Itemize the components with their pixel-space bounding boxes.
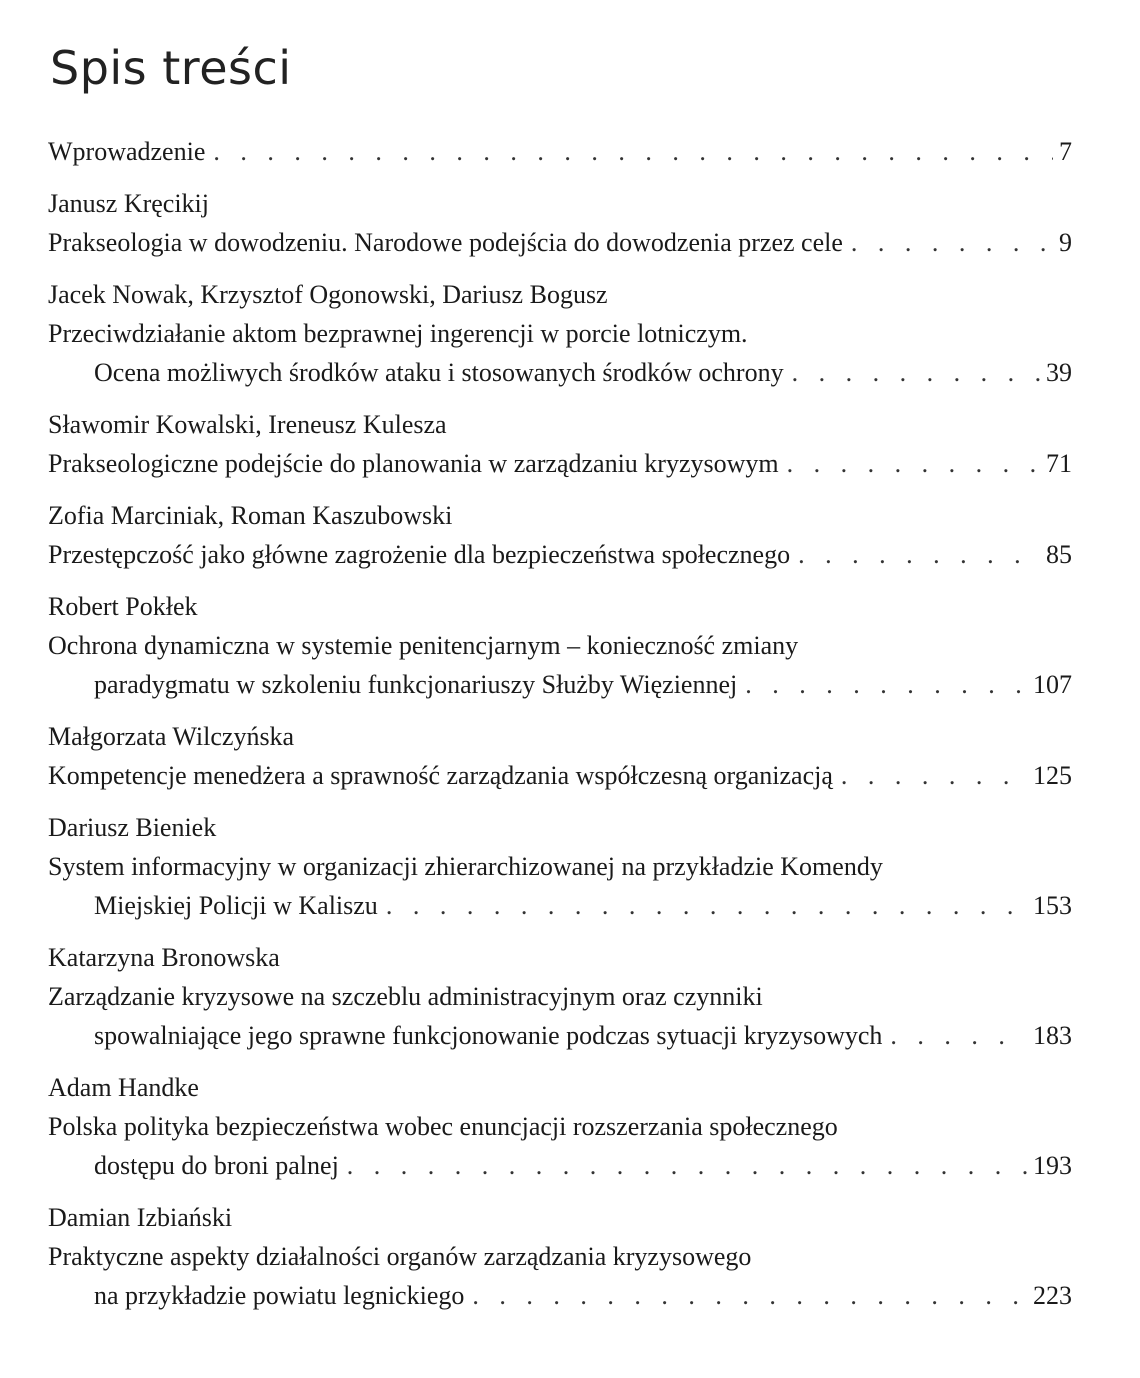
- entry-title-text: Kompetencje menedżera a sprawność zarządzania współczesną organizacją: [48, 761, 833, 790]
- dot-leader: [745, 665, 1027, 704]
- entry-page-number: 125: [1033, 761, 1072, 790]
- entry-authors: Jacek Nowak, Krzysztof Ogonowski, Dariusz Bogusz: [48, 280, 608, 309]
- entry-page-number: 107: [1033, 670, 1072, 699]
- toc-entry: [48, 184, 1072, 262]
- entry-page-number: 7: [1059, 137, 1072, 166]
- entry-title-text: Praktyczne aspekty działalności organów zarządzania kryzysowego: [48, 1242, 752, 1271]
- toc-entry: [48, 808, 1072, 925]
- entry-authors: Małgorzata Wilczyńska: [48, 722, 295, 751]
- toc-list: [48, 132, 1072, 1315]
- entry-title-line: [48, 1237, 1072, 1276]
- entry-title-text: System informacyjny w organizacji zhierarchizowanej na przykładzie Komendy: [48, 852, 883, 881]
- entry-authors: Adam Handke: [48, 1073, 199, 1102]
- entry-title-text: Ocena możliwych środków ataku i stosowanych środków ochrony: [94, 358, 784, 387]
- entry-title-text: Wprowadzenie: [48, 137, 206, 166]
- entry-title-text: Przeciwdziałanie aktom bezprawnej ingerencji w porcie lotniczym.: [48, 319, 748, 348]
- entry-title-final-line: [48, 665, 1072, 704]
- dot-leader: [841, 756, 1027, 795]
- dot-leader: [890, 1016, 1027, 1055]
- dot-leader: [851, 223, 1053, 262]
- entry-title-final-line: [48, 353, 1072, 392]
- entry-authors: Robert Pokłek: [48, 592, 198, 621]
- toc-entry: [48, 938, 1072, 1055]
- entry-authors: Dariusz Bieniek: [48, 813, 217, 842]
- dot-leader: [386, 886, 1027, 925]
- dot-leader: [798, 535, 1040, 574]
- entry-page-number: 85: [1046, 540, 1072, 569]
- entry-page-number: 183: [1033, 1021, 1072, 1050]
- entry-title-line: [48, 977, 1072, 1016]
- entry-title-final-line: [48, 132, 1072, 171]
- entry-page-number: 223: [1033, 1281, 1072, 1310]
- entry-title-line: [48, 1107, 1072, 1146]
- entry-page-number: 71: [1046, 449, 1072, 478]
- entry-title-text: Ochrona dynamiczna w systemie penitencjarnym – konieczność zmiany: [48, 631, 799, 660]
- entry-title-text: Prakseologia w dowodzeniu. Narodowe podejścia do dowodzenia przez cele: [48, 228, 843, 257]
- toc-entry: [48, 1068, 1072, 1185]
- dot-leader: [347, 1146, 1027, 1185]
- entry-title-final-line: [48, 1276, 1072, 1315]
- dot-leader: [787, 444, 1040, 483]
- entry-title-text: Przestępczość jako główne zagrożenie dla bezpieczeństwa społecznego: [48, 540, 791, 569]
- toc-entry: [48, 275, 1072, 392]
- entry-title-text: Polska polityka bezpieczeństwa wobec enuncjacji rozszerzania społecznego: [48, 1112, 838, 1141]
- toc-entry: [48, 405, 1072, 483]
- entry-title-text: Zarządzanie kryzysowe na szczeblu administracyjnym oraz czynniki: [48, 982, 763, 1011]
- entry-title-text: paradygmatu w szkoleniu funkcjonariuszy Służby Więziennej: [94, 670, 738, 699]
- toc-entry: [48, 587, 1072, 704]
- toc-entry: [48, 1198, 1072, 1315]
- entry-title-final-line: [48, 444, 1072, 483]
- toc-page: [48, 38, 1072, 1315]
- entry-title-text: na przykładzie powiatu legnickiego: [94, 1281, 465, 1310]
- entry-title-text: spowalniające jego sprawne funkcjonowanie podczas sytuacji kryzysowych: [94, 1021, 883, 1050]
- entry-title-text: Prakseologiczne podejście do planowania w zarządzaniu kryzysowym: [48, 449, 779, 478]
- dot-leader: [213, 132, 1053, 171]
- entry-authors: Janusz Kręcikij: [48, 189, 210, 218]
- entry-title-final-line: [48, 1016, 1072, 1055]
- entry-authors: Damian Izbiański: [48, 1203, 233, 1232]
- entry-title-text: Miejskiej Policji w Kaliszu: [94, 891, 378, 920]
- entry-title-final-line: [48, 535, 1072, 574]
- entry-page-number: 39: [1046, 358, 1072, 387]
- entry-title-final-line: [48, 223, 1072, 262]
- toc-entry: [48, 132, 1072, 171]
- entry-page-number: 9: [1059, 228, 1072, 257]
- entry-title-final-line: [48, 756, 1072, 795]
- dot-leader: [472, 1276, 1027, 1315]
- entry-title-final-line: [48, 886, 1072, 925]
- entry-page-number: 153: [1033, 891, 1072, 920]
- entry-authors: Zofia Marciniak, Roman Kaszubowski: [48, 501, 453, 530]
- toc-entry: [48, 717, 1072, 795]
- entry-authors: Sławomir Kowalski, Ireneusz Kulesza: [48, 410, 447, 439]
- entry-title-final-line: [48, 1146, 1072, 1185]
- page-title: Spis treści: [50, 41, 292, 95]
- entry-title-line: [48, 314, 1072, 353]
- entry-title-line: [48, 847, 1072, 886]
- entry-title-text: dostępu do broni palnej: [94, 1151, 339, 1180]
- toc-entry: [48, 496, 1072, 574]
- entry-authors: Katarzyna Bronowska: [48, 943, 280, 972]
- dot-leader: [792, 353, 1040, 392]
- entry-title-line: [48, 626, 1072, 665]
- entry-page-number: 193: [1033, 1151, 1072, 1180]
